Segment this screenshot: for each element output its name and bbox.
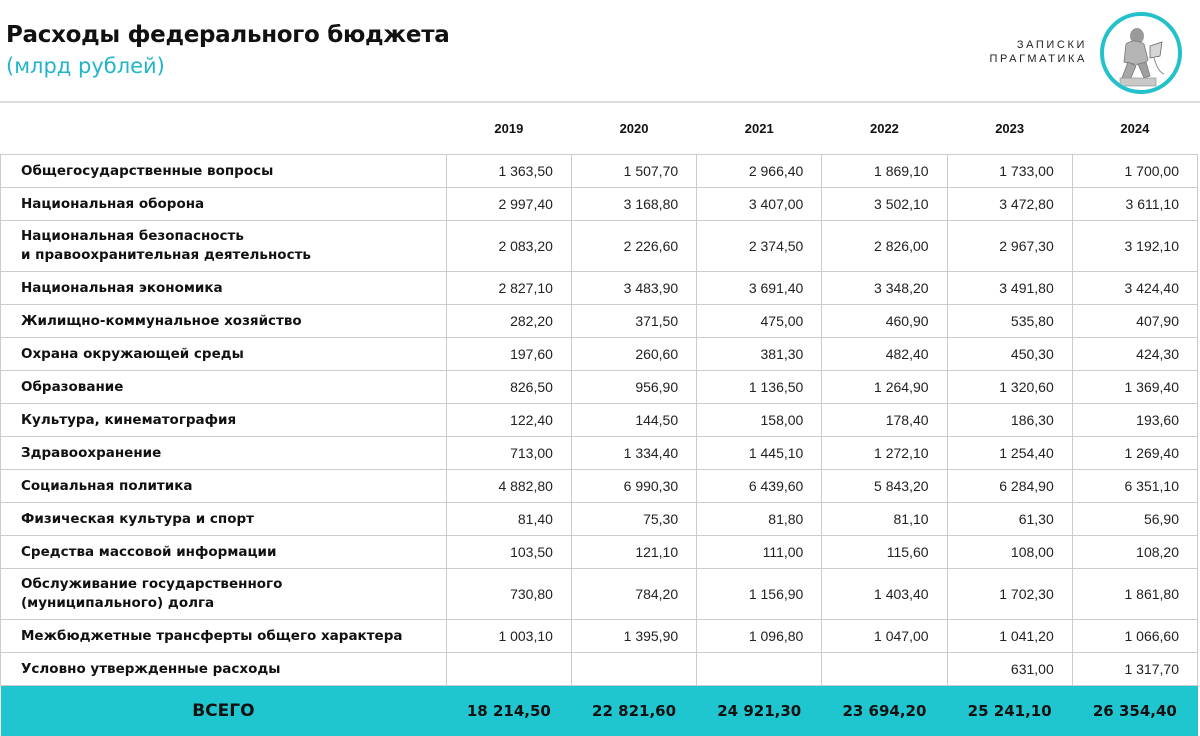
brand-line-2: ПРАГМАТИКА	[989, 53, 1087, 65]
cell-value: 535,80	[947, 305, 1072, 338]
table-row	[1, 653, 1198, 686]
cell-value	[571, 653, 696, 686]
units-subtitle: (млрд рублей)	[6, 54, 165, 78]
cell-value: 1 363,50	[446, 155, 571, 188]
cell-value: 186,30	[947, 404, 1072, 437]
cell-value: 6 990,30	[571, 470, 696, 503]
cell-value: 2 966,40	[697, 155, 822, 188]
page-title: Расходы федерального бюджета	[6, 22, 450, 48]
cell-value: 3 611,10	[1072, 188, 1197, 221]
table-row	[1, 569, 1198, 620]
total-row	[1, 686, 1198, 736]
cell-value: 407,90	[1072, 305, 1197, 338]
cell-value: 1 317,70	[1072, 653, 1197, 686]
table-row	[1, 503, 1198, 536]
cell-value: 956,90	[571, 371, 696, 404]
cell-value: 1 041,20	[947, 620, 1072, 653]
row-label: Жилищно-коммунальное хозяйство	[1, 305, 447, 338]
cell-value: 381,30	[697, 338, 822, 371]
cell-value: 1 334,40	[571, 437, 696, 470]
cell-value: 3 472,80	[947, 188, 1072, 221]
cell-value: 1 066,60	[1072, 620, 1197, 653]
cell-value: 1 445,10	[697, 437, 822, 470]
cell-value: 3 502,10	[822, 188, 947, 221]
brand-name	[989, 38, 1087, 66]
cell-value: 784,20	[571, 569, 696, 620]
cell-value: 75,30	[571, 503, 696, 536]
row-label: Национальная оборона	[1, 188, 447, 221]
cell-value: 1 733,00	[947, 155, 1072, 188]
cell-value: 3 424,40	[1072, 272, 1197, 305]
cell-value: 3 192,10	[1072, 221, 1197, 272]
cell-value: 1 507,70	[571, 155, 696, 188]
cell-value: 122,40	[446, 404, 571, 437]
cell-value: 460,90	[822, 305, 947, 338]
cell-value: 1 254,40	[947, 437, 1072, 470]
table-row	[1, 188, 1198, 221]
row-label: Условно утвержденные расходы	[1, 653, 447, 686]
cell-value: 282,20	[446, 305, 571, 338]
cell-value: 1 320,60	[947, 371, 1072, 404]
cell-value: 6 351,10	[1072, 470, 1197, 503]
total-label: ВСЕГО	[1, 686, 447, 736]
table-row	[1, 371, 1198, 404]
cell-value: 108,20	[1072, 536, 1197, 569]
cell-value: 81,80	[697, 503, 822, 536]
total-value: 25 241,10	[947, 686, 1072, 736]
cell-value: 2 826,00	[822, 221, 947, 272]
row-label	[1, 221, 447, 272]
cell-value: 3 348,20	[822, 272, 947, 305]
cell-value: 713,00	[446, 437, 571, 470]
row-label: Национальная экономика	[1, 272, 447, 305]
year-header: 2021	[744, 121, 774, 136]
cell-value: 450,30	[947, 338, 1072, 371]
row-label: Физическая культура и спорт	[1, 503, 447, 536]
cell-value: 115,60	[822, 536, 947, 569]
brand-line-1: ЗАПИСКИ	[1016, 39, 1087, 51]
cell-value: 1 047,00	[822, 620, 947, 653]
cell-value: 1 156,90	[697, 569, 822, 620]
table-row	[1, 536, 1198, 569]
cell-value: 1 269,40	[1072, 437, 1197, 470]
row-label: Общегосударственные вопросы	[1, 155, 447, 188]
cell-value: 1 702,30	[947, 569, 1072, 620]
cell-value: 56,90	[1072, 503, 1197, 536]
cell-value: 178,40	[822, 404, 947, 437]
row-label: Культура, кинематография	[1, 404, 447, 437]
cell-value: 730,80	[446, 569, 571, 620]
cell-value: 103,50	[446, 536, 571, 569]
row-label: Образование	[1, 371, 447, 404]
cell-value: 193,60	[1072, 404, 1197, 437]
cell-value: 1 272,10	[822, 437, 947, 470]
label-header	[1, 103, 447, 155]
cell-value: 1 861,80	[1072, 569, 1197, 620]
total-value: 24 921,30	[697, 686, 822, 736]
cell-value: 631,00	[947, 653, 1072, 686]
cell-value: 81,10	[822, 503, 947, 536]
year-header: 2024	[1120, 121, 1150, 136]
cell-value: 371,50	[571, 305, 696, 338]
cell-value: 2 827,10	[446, 272, 571, 305]
cell-value: 121,10	[571, 536, 696, 569]
cell-value: 1 700,00	[1072, 155, 1197, 188]
cell-value: 81,40	[446, 503, 571, 536]
year-header: 2022	[869, 121, 899, 136]
cell-value: 4 882,80	[446, 470, 571, 503]
cell-value: 260,60	[571, 338, 696, 371]
cell-value: 1 403,40	[822, 569, 947, 620]
cell-value: 3 483,90	[571, 272, 696, 305]
cell-value: 2 374,50	[697, 221, 822, 272]
cell-value: 1 264,90	[822, 371, 947, 404]
cell-value: 6 284,90	[947, 470, 1072, 503]
cell-value: 1 136,50	[697, 371, 822, 404]
cell-value: 1 003,10	[446, 620, 571, 653]
table-row	[1, 404, 1198, 437]
year-header-row	[1, 103, 1198, 155]
cell-value: 3 691,40	[697, 272, 822, 305]
cell-value: 61,30	[947, 503, 1072, 536]
cell-value: 826,50	[446, 371, 571, 404]
budget-table	[0, 103, 1198, 736]
row-label: Здравоохранение	[1, 437, 447, 470]
cell-value: 3 491,80	[947, 272, 1072, 305]
row-label	[1, 569, 447, 620]
cell-value: 482,40	[822, 338, 947, 371]
year-header: 2023	[995, 121, 1025, 136]
row-label: Средства массовой информации	[1, 536, 447, 569]
cell-value: 2 997,40	[446, 188, 571, 221]
cell-value: 424,30	[1072, 338, 1197, 371]
cell-value: 6 439,60	[697, 470, 822, 503]
table-row	[1, 305, 1198, 338]
table-row	[1, 338, 1198, 371]
cell-value: 2 226,60	[571, 221, 696, 272]
cell-value: 1 096,80	[697, 620, 822, 653]
row-label: Межбюджетные трансферты общего характера	[1, 620, 447, 653]
year-header: 2019	[494, 121, 524, 136]
table-row	[1, 620, 1198, 653]
cell-value: 111,00	[697, 536, 822, 569]
cell-value: 108,00	[947, 536, 1072, 569]
row-label-line-1: Национальная безопасность	[21, 228, 244, 244]
row-label-line-1: Обслуживание государственного	[21, 576, 283, 592]
table-row	[1, 155, 1198, 188]
cell-value: 2 967,30	[947, 221, 1072, 272]
row-label-line-2: и правоохранительная деятельность	[21, 247, 311, 263]
thinker-with-laptop-icon	[1100, 12, 1182, 94]
cell-value: 144,50	[571, 404, 696, 437]
total-value: 18 214,50	[446, 686, 571, 736]
row-label: Охрана окружающей среды	[1, 338, 447, 371]
total-value: 26 354,40	[1072, 686, 1197, 736]
row-label: Социальная политика	[1, 470, 447, 503]
row-label-line-2: (муниципального) долга	[21, 595, 215, 611]
cell-value: 1 369,40	[1072, 371, 1197, 404]
cell-value: 5 843,20	[822, 470, 947, 503]
cell-value	[822, 653, 947, 686]
cell-value: 1 395,90	[571, 620, 696, 653]
table-row	[1, 437, 1198, 470]
cell-value: 158,00	[697, 404, 822, 437]
table-row	[1, 221, 1198, 272]
cell-value: 475,00	[697, 305, 822, 338]
year-header: 2020	[619, 121, 649, 136]
cell-value: 2 083,20	[446, 221, 571, 272]
cell-value: 1 869,10	[822, 155, 947, 188]
cell-value: 3 407,00	[697, 188, 822, 221]
cell-value	[697, 653, 822, 686]
total-value: 22 821,60	[571, 686, 696, 736]
cell-value: 197,60	[446, 338, 571, 371]
table-row	[1, 470, 1198, 503]
table-row	[1, 272, 1198, 305]
header	[0, 0, 1200, 102]
total-value: 23 694,20	[822, 686, 947, 736]
cell-value: 3 168,80	[571, 188, 696, 221]
cell-value	[446, 653, 571, 686]
